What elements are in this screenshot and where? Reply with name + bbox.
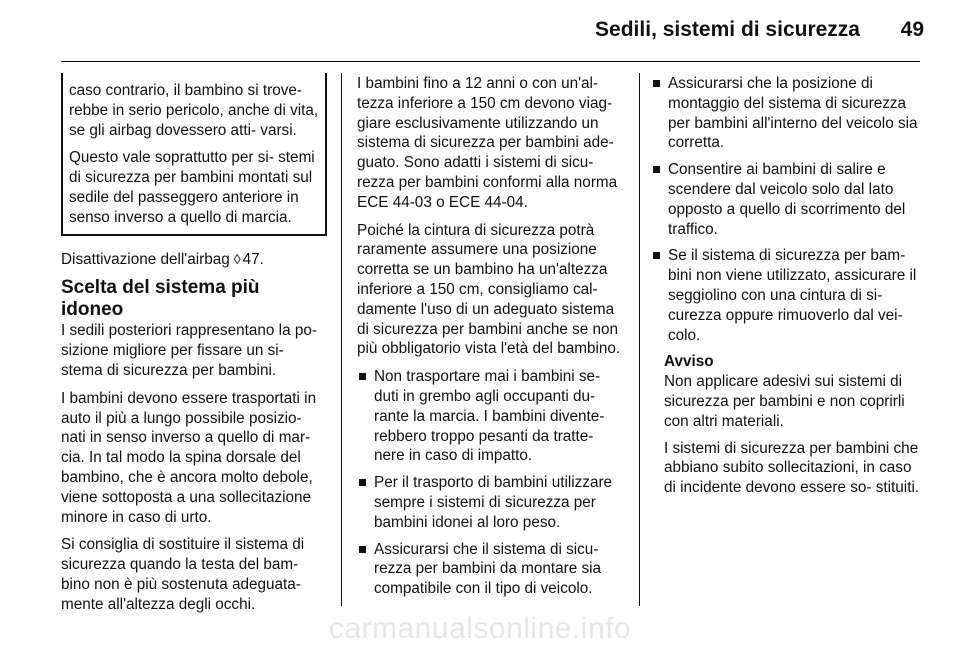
paragraph: I sedili posteriori rappresentano la po- sizione migliore per fissare un si- stema di sicurezza per bambini. [61, 322, 317, 379]
warning-box [61, 73, 327, 236]
notice-text-1: Non applicare adesivi sui sistemi di sicurezza per bambini e non coprirli con altri materiali. [664, 373, 905, 430]
list-item [357, 367, 625, 466]
bullet-square-icon [653, 80, 660, 87]
paragraph: I bambini fino a 12 anni o con un'al- tezza inferiore a 150 cm devono viag- giare esclusivamente utilizzando un sistema di sicurezza per bambini ade- guato. Sono adatti i sistemi di sicu- rezza per bambini conformi alla norma ECE 44-03 o ECE 44-04. [357, 75, 618, 211]
xref-page: 47. [242, 250, 264, 268]
list-item [651, 160, 923, 239]
bullet-square-icon [359, 479, 366, 486]
paragraph: I bambini devono essere trasportati in auto il più a lungo possibile posizio- nati in senso inverso a quello di mar- cia. In tal modo la spina dorsale del bambino, che è ancora molto debole, viene sottoposta a una sollecitazione minore in caso di urto. [61, 389, 317, 526]
warning-text-2: Questo vale soprattutto per si- stemi di sicurezza per bambini montati sul sedile del passeggero anteriore in senso inverso a quello di marcia. [69, 149, 315, 226]
header-divider [61, 61, 920, 62]
bullet-list [651, 74, 923, 345]
list-item [357, 473, 625, 532]
warning-text-1: caso contrario, il bambino si trove- rebbe in serio pericolo, anche di vita, se gli airbag dovessero atti- varsi. [69, 82, 319, 139]
column-divider-2 [639, 73, 640, 606]
page-header-title: Sedili, sistemi di sicurezza [595, 18, 860, 41]
bullet-square-icon [359, 373, 366, 380]
list-item [651, 246, 923, 345]
paragraph: Si consiglia di sostituire il sistema di sicurezza quando la testa del bam- bino non è più sostenuta adeguata- mente all'altezza degli occhi. [61, 536, 305, 613]
bullet-list [357, 367, 625, 599]
notice-block [651, 352, 923, 498]
airbag-cross-reference[interactable] [61, 250, 327, 270]
list-item [357, 540, 625, 599]
column-1 [61, 73, 327, 623]
list-item-text: Se il sistema di sicurezza per bam- bini non viene utilizzato, assicurare il seggiolino con una cintura di si- curezza oppure rimuoverlo dal vei- colo. [668, 247, 917, 344]
page-reference-icon: ◊ [233, 250, 241, 267]
section-heading: Scelta del sistema più idoneo [61, 277, 260, 321]
column-2 [357, 74, 625, 606]
paragraph: Poiché la cintura di sicurezza potrà raramente assumere una posizione corretta se un bambino ha un'altezza inferiore a 150 cm, consigliamo cal- damente l'uso di un adeguato sistema di sicurezza per bambini anche se non più obbligatorio vista l'età del bambino. [357, 221, 621, 358]
bullet-square-icon [653, 166, 660, 173]
list-item-text: Consentire ai bambini di salire e scendere dal veicolo solo dal lato opposto a quello di scorrimento del traffico. [668, 161, 906, 238]
column-divider-1 [341, 73, 342, 606]
column-3 [651, 74, 923, 505]
list-item-text: Non trasportare mai i bambini se- duti in grembo agli occupanti du- rante la marcia. I bambini divente- rebbero troppo pesanti da tratte- nere in caso di impatto. [374, 368, 605, 465]
list-item-text: Assicurarsi che il sistema di sicu- rezza per bambini da montare sia compatibile con il tipo di veicolo. [374, 540, 602, 598]
list-item-text: Per il trasporto di bambini utilizzare sempre i sistemi di sicurezza per bambini idonei al loro peso. [374, 474, 613, 531]
bullet-square-icon [653, 252, 660, 259]
notice-text-2: I sistemi di sicurezza per bambini che abbiano subito sollecitazioni, in caso di incidente devono essere so- stituiti. [664, 439, 920, 497]
list-item [651, 74, 923, 153]
page-number: 49 [900, 18, 924, 41]
bullet-square-icon [359, 546, 366, 553]
notice-heading: Avviso [664, 353, 714, 371]
list-item-text: Assicurarsi che la posizione di montaggio del sistema di sicurezza per bambini all'interno del veicolo sia corretta. [668, 75, 918, 152]
xref-text: Disattivazione dell'airbag [61, 250, 230, 268]
watermark: carmanualsonline.info [328, 612, 632, 645]
